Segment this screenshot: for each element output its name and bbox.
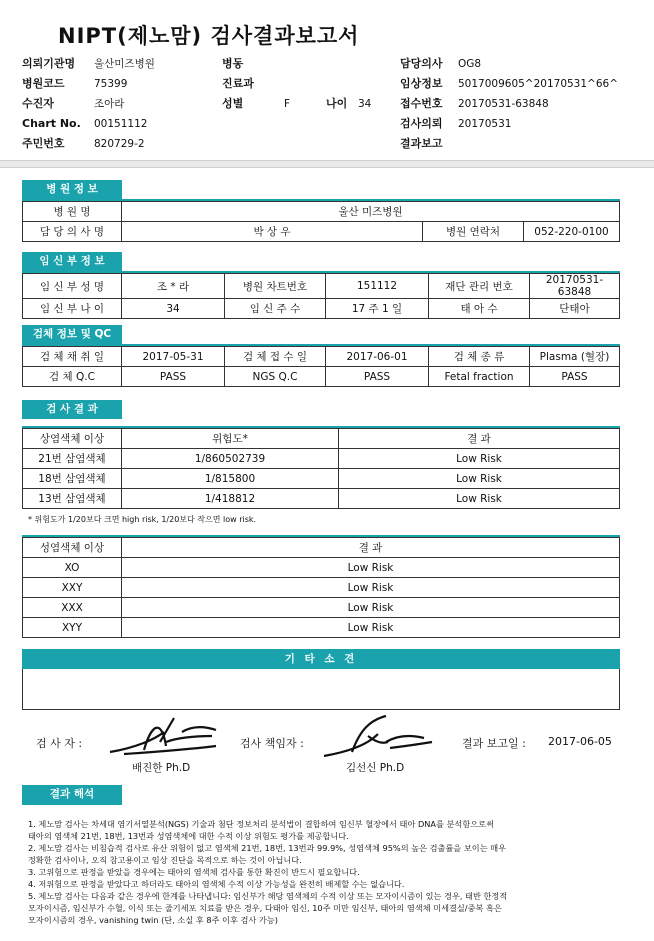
header-left [22,54,222,154]
header-value: 00151112 [94,118,148,130]
tester-name: 배진한 Ph.D [132,762,191,774]
qc-label: 검 체 Q.C [23,367,122,387]
header-label: 결과보고 [400,137,443,150]
header-value: 75399 [94,78,128,90]
pregnant-age-label: 임 신 부 나 이 [23,299,122,319]
qc-value: PASS [122,367,225,387]
specimen-table [22,346,620,387]
header-label: 의뢰기관명 [22,57,76,70]
responsible-signature [316,712,436,762]
sex-chromosome-result: Low Risk [122,618,620,638]
hospital-section-tag: 병 원 정 보 [22,180,122,199]
doctor-label: 담 당 의 사 명 [23,222,122,242]
sex-chromosome-name: XO [23,558,122,578]
specimen-type-value: Plasma (혈장) [530,347,620,367]
hospital-table [22,201,620,242]
header-label: 수진자 [22,97,54,110]
header-value: 820729-2 [94,138,145,150]
interpretation-line: 모자이시즘, 임신부가 수혈, 이식 또는 줄기세포 치료를 받은 경우, 다태아 임신, 10주 미만 임신부, 태아의 염색체 미세결실/중복 혹은 [28,903,502,913]
sex-result-header: 결 과 [122,538,620,558]
header-label: 임상정보 [400,77,443,90]
specimen-type-label: 검 체 종 류 [429,347,530,367]
header-age-label: 나이 [326,97,348,110]
header-label: 담당의사 [400,57,443,70]
table-row [23,598,620,618]
foundation-value: 20170531-63848 [530,274,620,299]
foundation-label: 재단 관리 번호 [429,274,530,299]
autosome-result: Low Risk [339,469,620,489]
pregnant-name-label: 임 신 부 성 명 [23,274,122,299]
table-row [23,469,620,489]
other-findings-title: 기 타 소 견 [22,649,620,669]
header-label: 검사의뢰 [400,117,443,130]
responsible-label: 검사 책임자 : [240,737,304,750]
report-date-value: 2017-06-05 [548,735,612,748]
collect-label: 검 체 채 취 일 [23,347,122,367]
weeks-value: 17 주 1 일 [326,299,429,319]
chart-label: 병원 차트번호 [225,274,326,299]
result-header: 결 과 [339,429,620,449]
header-age-value: 34 [358,98,372,110]
autosome-table [22,428,620,509]
header-value: 조아라 [94,98,125,110]
risk-footnote: * 위험도가 1/20보다 크면 high risk, 1/20보다 작으면 low risk. [28,515,257,524]
pregnant-age-value: 34 [122,299,225,319]
contact-value: 052-220-0100 [524,222,620,242]
tester-signature [104,712,222,760]
sex-chromosome-name: XYY [23,618,122,638]
autosome-name: 18번 삼염색체 [23,469,122,489]
doctor-value: 박 상 우 [122,222,423,242]
sex-chromosome-table [22,537,620,638]
header-label: 성별 [222,97,244,110]
chart-value: 151112 [326,274,429,299]
table-row [23,578,620,598]
table-row [23,558,620,578]
header-value: 5017009605^20170531^66^ [458,78,619,90]
header-label: 병원코드 [22,77,65,90]
autosome-name: 13번 삼염색체 [23,489,122,509]
sex-chromosome-result: Low Risk [122,598,620,618]
results-section-tag: 검 사 결 과 [22,400,122,419]
interpretation-line: 정확한 검사이나, 오직 참고용이고 임상 진단을 목적으로 하는 것이 아닙니다. [28,855,302,865]
weeks-label: 임 신 주 수 [225,299,326,319]
interpretation-text [28,818,628,926]
interpretation-line: 2. 제노맘 검사는 비침습적 검사로 유산 위험이 없고 염색체 21번, 18번, 13번과 99.9%, 성염색체 95%의 높은 검출률을 보이는 매우 [28,843,507,853]
pregnant-section-tag: 임 신 부 정 보 [22,252,122,271]
header-divider [0,160,654,168]
interpretation-line: 5. 제노맘 검사는 다음과 같은 경우에 한계를 나타냅니다: 임신부가 해당 염색체의 수적 이상 또는 모자이시즘이 있는 경우, 태반 한정적 [28,891,508,901]
hospital-name-label: 병 원 명 [23,202,122,222]
sex-chromosome-result: Low Risk [122,558,620,578]
header-label: 진료과 [222,77,254,90]
autosome-result: Low Risk [339,489,620,509]
pregnant-table [22,273,620,319]
interpretation-tag: 결과 해석 [22,785,122,805]
header-right [400,54,650,154]
risk-header: 위험도* [122,429,339,449]
pregnant-name-value: 조 * 라 [122,274,225,299]
autosome-risk: 1/860502739 [122,449,339,469]
autosome-result: Low Risk [339,449,620,469]
fetus-label: 태 아 수 [429,299,530,319]
report-title: NIPT(제노맘) 검사결과보고서 [58,24,360,48]
autosome-name: 21번 삼염색체 [23,449,122,469]
interpretation-line: 모자이시즘의 경우, vanishing twin (단, 소실 후 8주 이후 검사 가능) [28,915,278,925]
table-row [23,618,620,638]
header-label: 병동 [222,57,244,70]
header-label: 주민번호 [22,137,65,150]
tester-label: 검 사 자 : [36,737,83,750]
contact-label: 병원 연락처 [423,222,524,242]
fetus-value: 단태아 [530,299,620,319]
receive-value: 2017-06-01 [326,347,429,367]
header-value: 울산미즈병원 [94,58,155,70]
report-date-label: 결과 보고일 : [462,737,526,750]
ngs-label: NGS Q.C [225,367,326,387]
header-label: 접수번호 [400,97,443,110]
sex-chromosome-name: XXX [23,598,122,618]
responsible-name: 김선신 Ph.D [346,762,405,774]
ngs-value: PASS [326,367,429,387]
table-row [23,489,620,509]
sex-chromosome-header: 성염색체 이상 [23,538,122,558]
autosome-risk: 1/418812 [122,489,339,509]
header-label: Chart No. [22,117,81,130]
interpretation-line: 4. 저위험으로 판정을 받았다고 하더라도 태아의 염색체 수적 이상 가능성을 완전히 배제할 수는 없습니다. [28,879,405,889]
receive-label: 검 체 접 수 일 [225,347,326,367]
autosome-risk: 1/815800 [122,469,339,489]
header-mid [222,54,392,114]
header-value: F [284,98,291,110]
fetal-fraction-value: PASS [530,367,620,387]
collect-value: 2017-05-31 [122,347,225,367]
interpretation-line: 1. 제노맘 검사는 차세대 염기서열분석(NGS) 기술과 첨단 정보처리 분석법이 결합하여 임신부 혈장에서 태아 DNA를 분석함으로써 [28,819,494,829]
header-value: OG8 [458,58,482,70]
hospital-name-value: 울산 미즈병원 [122,202,620,222]
other-findings-box [22,669,620,710]
header-value: 20170531-63848 [458,98,549,110]
sex-chromosome-name: XXY [23,578,122,598]
table-row [23,449,620,469]
header-value: 20170531 [458,118,512,130]
specimen-section-tag: 검체 정보 및 QC [22,325,122,344]
interpretation-line: 3. 고위험으로 판정을 받았을 경우에는 태아의 염색체 검사를 통한 확진이 반드시 필요합니다. [28,867,360,877]
fetal-fraction-label: Fetal fraction [429,367,530,387]
autosome-header: 상염색체 이상 [23,429,122,449]
interpretation-line: 태아의 염색체 21번, 18번, 13번과 성염색체에 대한 수적 이상 위험도 평가를 제공합니다. [28,831,349,841]
sex-chromosome-result: Low Risk [122,578,620,598]
